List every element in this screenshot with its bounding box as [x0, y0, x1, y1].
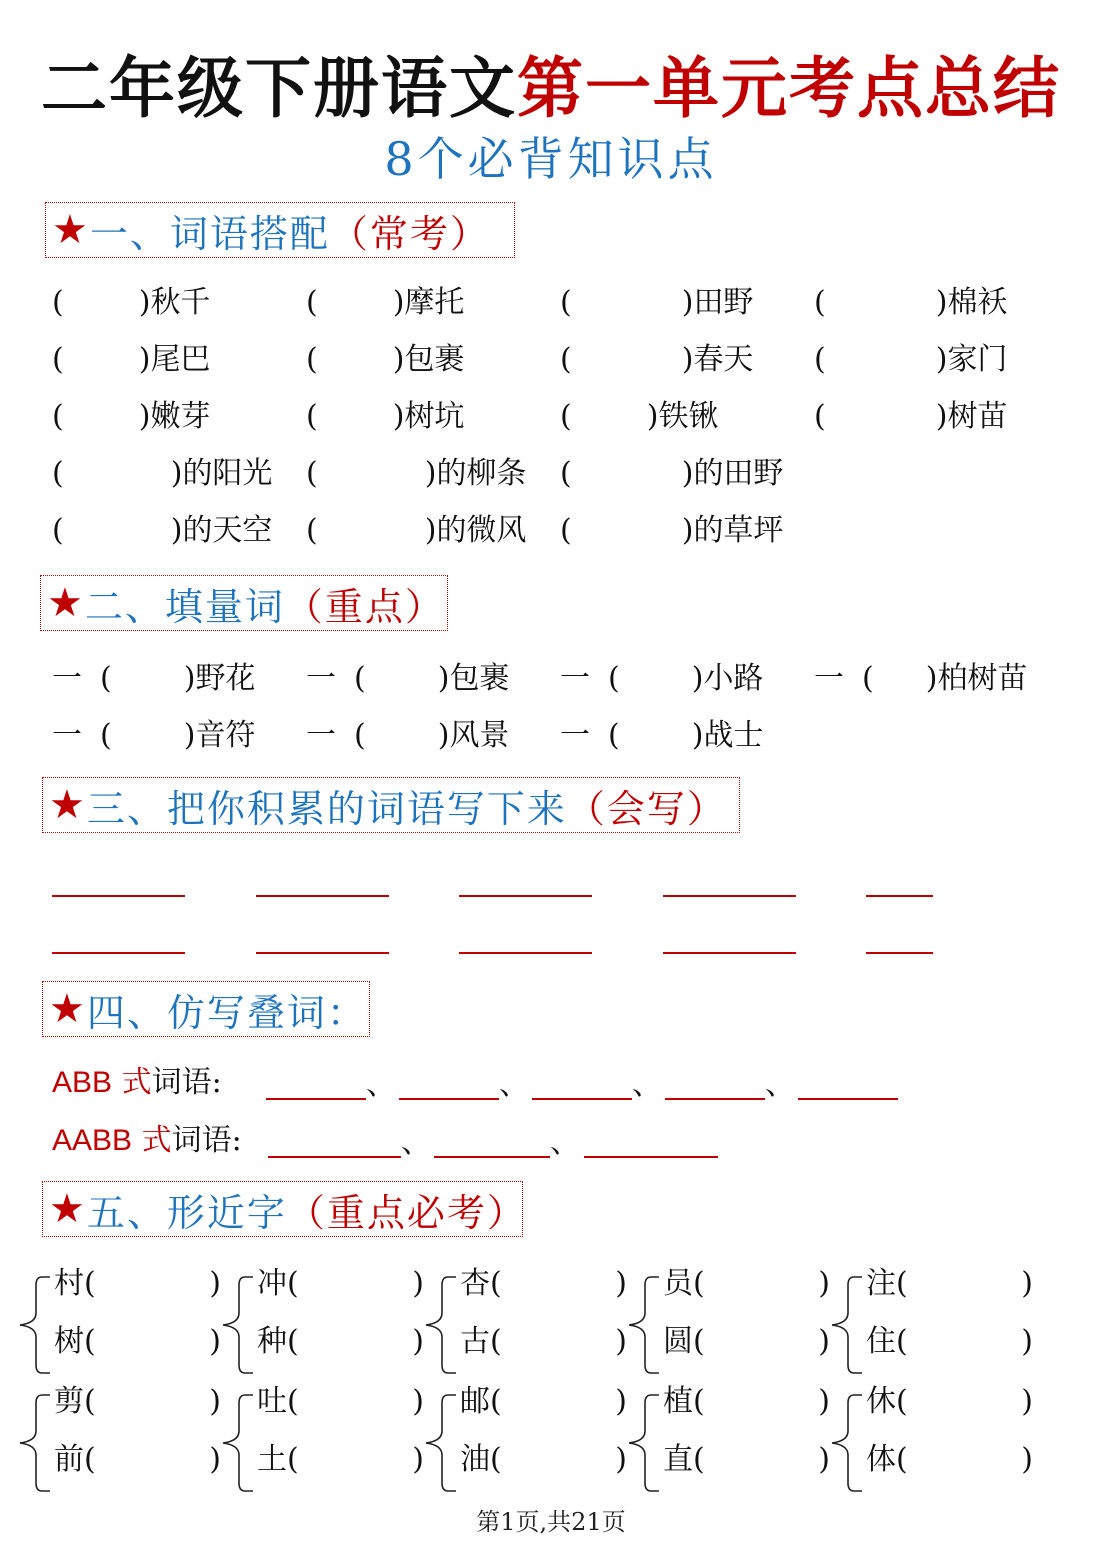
close-paren: )	[615, 1384, 627, 1419]
separator: 、	[499, 1067, 529, 1102]
close-paren: )	[1021, 1266, 1033, 1301]
close-paren: )	[818, 1324, 830, 1359]
close-paren: )	[412, 1266, 424, 1301]
close-paren: )	[209, 1384, 221, 1419]
answer-blank[interactable]	[866, 952, 933, 954]
answer-blank[interactable]	[52, 952, 185, 954]
section-heading-2	[40, 575, 448, 631]
star-icon: ★	[52, 207, 88, 253]
close-paren: )	[1021, 1442, 1033, 1477]
collocation-item: ( )的田野	[560, 456, 784, 491]
collocation-item: ( )嫩芽	[52, 399, 211, 434]
brace-icon	[16, 1265, 56, 1385]
separator: 、	[765, 1067, 795, 1102]
char-line: 前(	[54, 1442, 96, 1477]
abb-blank[interactable]	[399, 1098, 499, 1100]
separator: 、	[550, 1125, 580, 1160]
measure-item: 一 ( )风景	[306, 718, 510, 753]
abb-blank[interactable]	[266, 1098, 366, 1100]
close-paren: )	[1021, 1324, 1033, 1359]
measure-item: 一 ( )柏树苗	[814, 661, 1028, 696]
separator: 、	[366, 1067, 396, 1102]
answer-blank[interactable]	[663, 952, 796, 954]
close-paren: )	[615, 1442, 627, 1477]
char-line: 古(	[460, 1324, 502, 1359]
aabb-blank[interactable]	[268, 1156, 401, 1158]
section-heading-3	[42, 777, 740, 833]
char-line: 油(	[460, 1442, 502, 1477]
brace-icon	[422, 1265, 462, 1385]
char-pair	[625, 1383, 830, 1503]
char-pair	[422, 1383, 627, 1503]
collocation-item: ( )的微风	[306, 513, 527, 548]
char-line: 植(	[663, 1384, 705, 1419]
answer-blank[interactable]	[866, 895, 933, 897]
char-line: 冲(	[257, 1266, 299, 1301]
section-heading-5	[42, 1181, 527, 1237]
brace-icon	[219, 1265, 259, 1385]
section-heading-1	[45, 202, 515, 258]
char-pair	[625, 1265, 830, 1385]
close-paren: )	[818, 1442, 830, 1477]
close-paren: )	[615, 1266, 627, 1301]
title-black: 二年级下册语文	[41, 49, 517, 127]
answer-blank[interactable]	[256, 952, 389, 954]
section-tag: （会写）	[566, 786, 727, 831]
title-red: 第一单元考点总结	[517, 49, 1061, 127]
answer-blank[interactable]	[459, 952, 592, 954]
brace-icon	[219, 1383, 259, 1503]
section-title: 二、填量词	[84, 584, 285, 629]
section-title: 四、仿写叠词：	[86, 990, 367, 1035]
close-paren: )	[209, 1324, 221, 1359]
close-paren: )	[1021, 1384, 1033, 1419]
brace-icon	[422, 1383, 462, 1503]
char-pair	[828, 1383, 1033, 1503]
brace-icon	[625, 1383, 665, 1503]
brace-icon	[828, 1265, 868, 1385]
collocation-item: ( )秋千	[52, 285, 211, 320]
star-icon: ★	[49, 1186, 85, 1232]
abb-blank[interactable]	[665, 1098, 765, 1100]
close-paren: )	[818, 1266, 830, 1301]
answer-blank[interactable]	[256, 895, 389, 897]
char-line: 邮(	[460, 1384, 502, 1419]
abb-label: ABB 式词语:	[52, 1065, 222, 1100]
section-tag: （常考）	[329, 211, 490, 256]
char-pair	[219, 1383, 424, 1503]
star-icon: ★	[49, 986, 85, 1032]
close-paren: )	[818, 1384, 830, 1419]
char-line: 圆(	[663, 1324, 705, 1359]
char-pair	[422, 1265, 627, 1385]
char-pair	[219, 1265, 424, 1385]
close-paren: )	[209, 1266, 221, 1301]
aabb-blank[interactable]	[434, 1156, 550, 1158]
section-tag: （重点）	[284, 584, 445, 629]
answer-blank[interactable]	[52, 895, 185, 897]
abb-blank[interactable]	[798, 1098, 898, 1100]
collocation-item: ( )树坑	[306, 399, 465, 434]
collocation-item: ( )的柳条	[306, 456, 527, 491]
collocation-item: ( )的阳光	[52, 456, 273, 491]
collocation-item: ( )田野	[560, 285, 754, 320]
char-line: 杏(	[460, 1266, 502, 1301]
char-line: 吐(	[257, 1384, 299, 1419]
collocation-item: ( )铁锹	[560, 399, 719, 434]
section-title: 五、形近字	[86, 1190, 287, 1235]
char-line: 体(	[866, 1442, 908, 1477]
section-title: 三、把你积累的词语写下来	[86, 786, 567, 831]
page-subtitle: 8个必背知识点	[384, 132, 718, 186]
aabb-label: AABB 式词语:	[52, 1123, 242, 1158]
char-pair	[16, 1265, 221, 1385]
collocation-item: ( )家门	[814, 342, 1008, 377]
collocation-item: ( )的草坪	[560, 513, 784, 548]
separator: 、	[632, 1067, 662, 1102]
char-line: 剪(	[54, 1384, 96, 1419]
collocation-item: ( )树苗	[814, 399, 1008, 434]
char-line: 种(	[257, 1324, 299, 1359]
char-line: 休(	[866, 1384, 908, 1419]
collocation-item: ( )春天	[560, 342, 754, 377]
char-line: 住(	[866, 1324, 908, 1359]
collocation-item: ( )的天空	[52, 513, 273, 548]
collocation-item: ( )棉袄	[814, 285, 1008, 320]
answer-blank[interactable]	[459, 895, 592, 897]
separator: 、	[401, 1125, 431, 1160]
collocation-item: ( )摩托	[306, 285, 465, 320]
collocation-item: ( )尾巴	[52, 342, 211, 377]
star-icon: ★	[49, 782, 85, 828]
star-icon: ★	[47, 580, 83, 626]
collocation-item: ( )包裹	[306, 342, 465, 377]
section-title: 一、词语搭配	[89, 211, 330, 256]
brace-icon	[16, 1383, 56, 1503]
close-paren: )	[412, 1384, 424, 1419]
measure-item: 一 ( )包裹	[306, 661, 510, 696]
measure-item: 一 ( )野花	[52, 661, 256, 696]
close-paren: )	[412, 1442, 424, 1477]
abb-blank[interactable]	[532, 1098, 632, 1100]
close-paren: )	[412, 1324, 424, 1359]
close-paren: )	[615, 1324, 627, 1359]
section-heading-4	[42, 981, 370, 1037]
char-pair	[16, 1383, 221, 1503]
close-paren: )	[209, 1442, 221, 1477]
char-line: 土(	[257, 1442, 299, 1477]
measure-item: 一 ( )音符	[52, 718, 256, 753]
answer-blank[interactable]	[663, 895, 796, 897]
char-pair	[828, 1265, 1033, 1385]
page-title	[0, 48, 1102, 128]
section-tag: （重点必考）	[286, 1190, 527, 1235]
brace-icon	[828, 1383, 868, 1503]
char-line: 直(	[663, 1442, 705, 1477]
brace-icon	[625, 1265, 665, 1385]
char-line: 注(	[866, 1266, 908, 1301]
measure-item: 一 ( )战士	[560, 718, 764, 753]
char-line: 树(	[54, 1324, 96, 1359]
char-line: 员(	[663, 1266, 705, 1301]
page-footer: 第1页,共21页	[476, 1508, 626, 1536]
aabb-blank[interactable]	[584, 1156, 718, 1158]
char-line: 村(	[54, 1266, 96, 1301]
measure-item: 一 ( )小路	[560, 661, 764, 696]
